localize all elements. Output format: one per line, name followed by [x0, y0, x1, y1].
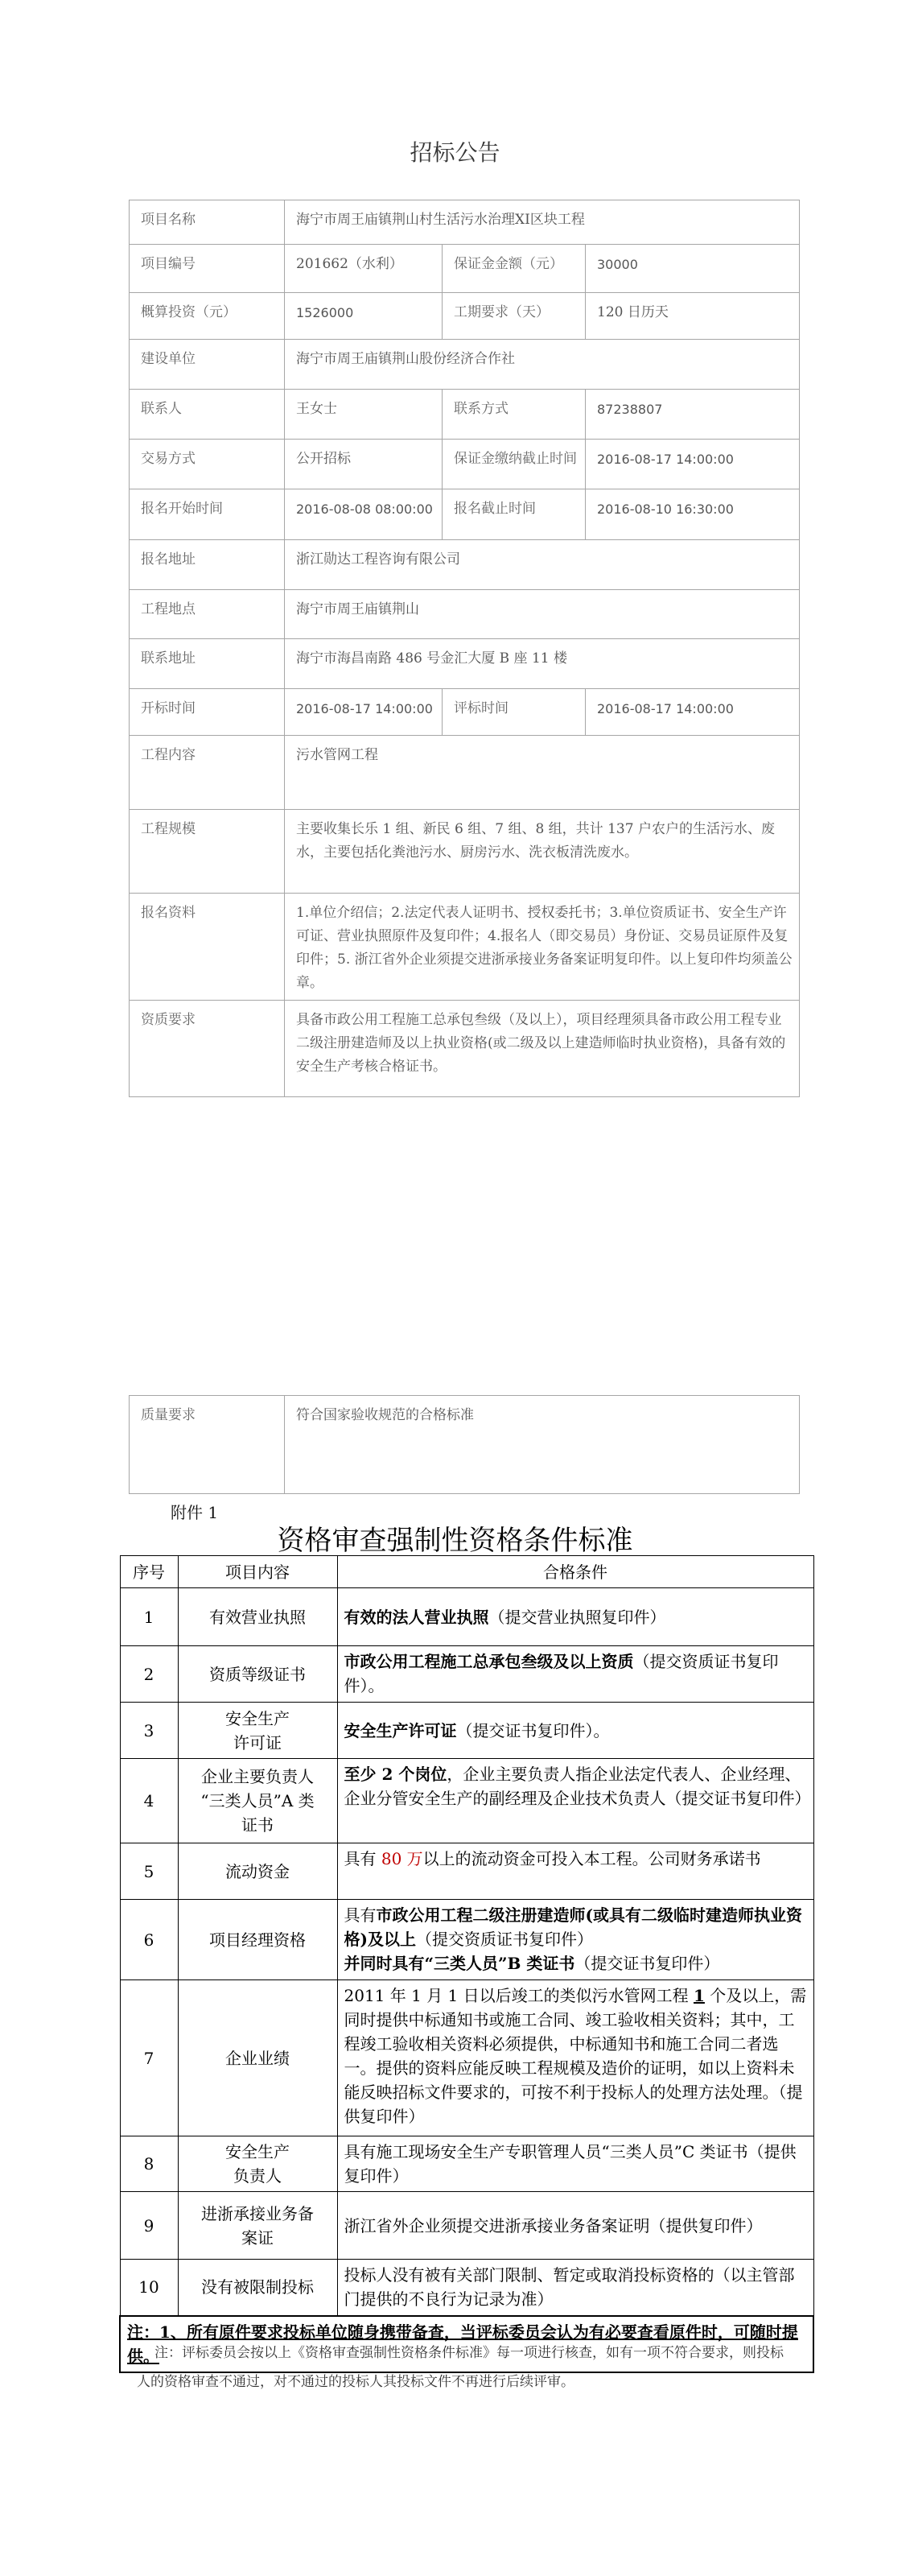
period-label: 工期要求（天） [443, 293, 586, 340]
table-row [120, 1980, 813, 2136]
row-item-line: 进浙承接业务备 [201, 2203, 314, 2223]
row-condition [337, 1646, 813, 1703]
row-item: 项目经理资格 [178, 1900, 337, 1980]
fund-amount: 80 万 [381, 1849, 423, 1868]
condition-text: 具有 [344, 1905, 377, 1925]
condition-text: （提交证书复印件）。 [456, 1720, 610, 1740]
row-condition [337, 1980, 813, 2136]
row-item-line: 许可证 [233, 1732, 282, 1752]
table-note: 注：1、所有原件要求投标单位随身携带备查，当评标委员会认为有必要查看原件时，可随时提供。 [120, 2316, 813, 2372]
condition-text: ，企业主要负责人指企业法定代表人、企业经理、企业分管安全生产的副经理及企业技术负责人（提交证书复印件） [344, 1765, 811, 1808]
row-item-line: 安全生产 [225, 2142, 290, 2161]
row-number: 4 [120, 1759, 178, 1843]
row-item: 企业业绩 [178, 1980, 337, 2136]
condition-text: 具有 [344, 1849, 381, 1868]
condition-text: 个及以上，需同时提供中标通知书或施工合同、竣工验收相关资料；其中，工程竣工验收相关资料必须提供，中标通知书和施工合同二者选一。提供的资料应能反映工程规模及造价的证明，如以上资料未能反映招标文件要求的，可按不利于投标人的处理方法处理。（提供复印件） [344, 1986, 807, 2126]
trade-value: 公开招标 [285, 440, 443, 489]
owner-label: 建设单位 [130, 340, 285, 390]
row-item: 资质等级证书 [178, 1646, 337, 1703]
project-name-label: 项目名称 [130, 200, 285, 245]
qual-label: 资质要求 [130, 1001, 285, 1097]
budget-label: 概算投资（元） [130, 293, 285, 340]
row-number: 1 [120, 1588, 178, 1646]
row-item-line: 负责人 [233, 2166, 282, 2186]
content-value: 污水管网工程 [285, 736, 800, 810]
qualification-title: 资格审查强制性资格条件标准 [277, 1525, 633, 1557]
row-item-line: 案证 [241, 2227, 274, 2248]
table-row [120, 2192, 813, 2260]
row-item-line: “三类人员”A 类 [200, 1791, 315, 1810]
site-value: 海宁市周王庙镇荆山 [285, 590, 800, 639]
tender-info-table [129, 200, 800, 1097]
table-row [120, 2136, 813, 2192]
row-item-line: 证书 [241, 1815, 274, 1835]
reg-addr-label: 报名地址 [130, 540, 285, 590]
qualification-table [119, 1555, 814, 2373]
row-number: 9 [120, 2192, 178, 2260]
open-time-label: 开标时间 [130, 689, 285, 736]
row-item [178, 1703, 337, 1759]
header-condition: 合格条件 [337, 1556, 813, 1588]
row-item [178, 2192, 337, 2260]
project-no-label: 项目编号 [130, 245, 285, 293]
row-number: 7 [120, 1980, 178, 2136]
project-count: 1 [694, 1986, 705, 2005]
quality-label: 质量要求 [130, 1396, 285, 1494]
row-number: 6 [120, 1900, 178, 1980]
docs-label: 报名资料 [130, 894, 285, 1001]
condition-text: （提交证书复印件） [574, 1954, 720, 1973]
contact-label: 联系人 [130, 390, 285, 440]
table-row [120, 1759, 813, 1843]
row-condition [337, 1843, 813, 1900]
row-condition: 浙江省外企业须提交进浙承接业务备案证明（提供复印件） [337, 2192, 813, 2260]
table-row [120, 1646, 813, 1703]
condition-text: （提交资质证书复印件）。 [344, 1652, 779, 1695]
condition-bold: 并同时具有“三类人员”B 类证书 [344, 1954, 575, 1973]
row-condition [337, 1703, 813, 1759]
quality-table [129, 1395, 800, 1494]
row-number: 5 [120, 1843, 178, 1900]
reg-addr-value: 浙江勋达工程咨询有限公司 [285, 540, 800, 590]
row-item [178, 1759, 337, 1843]
budget-amount: 1526000 [285, 293, 443, 340]
condition-bold: 安全生产许可证 [344, 1720, 457, 1740]
deposit-deadline-label: 保证金缴纳截止时间 [443, 440, 586, 489]
project-name: 海宁市周王庙镇荆山村生活污水治理XI区块工程 [285, 200, 800, 245]
row-condition [337, 1900, 813, 1980]
phone-label: 联系方式 [443, 390, 586, 440]
docs-value: 1.单位介绍信；2.法定代表人证明书、授权委托书；3.单位资质证书、安全生产许可证、营业执照原件及复印件；4.报名人（即交易员）身份证、交易员证原件及复印件；5. 浙江省外企业须提交进浙承接业务备案证明复印件。以上复印件均须盖公章。 [285, 894, 800, 1001]
table-row [120, 2260, 813, 2316]
period-value: 120 日历天 [586, 293, 800, 340]
condition-bold: 市政公用工程施工总承包叁级及以上资质 [344, 1652, 634, 1671]
site-label: 工程地点 [130, 590, 285, 639]
row-item-line: 企业主要负责人 [201, 1767, 314, 1786]
content-label: 工程内容 [130, 736, 285, 810]
deposit-label: 保证金金额（元） [443, 245, 586, 293]
contact-value: 王女士 [285, 390, 443, 440]
row-number: 10 [120, 2260, 178, 2316]
row-item-line: 安全生产 [225, 1708, 290, 1728]
scale-label: 工程规模 [130, 810, 285, 894]
open-time-value: 2016-08-17 14:00:00 [285, 689, 443, 736]
reg-end-label: 报名截止时间 [443, 489, 586, 540]
row-number: 2 [120, 1646, 178, 1703]
row-item: 有效营业执照 [178, 1588, 337, 1646]
row-item: 没有被限制投标 [178, 2260, 337, 2316]
condition-text: （提交营业执照复印件） [488, 1607, 666, 1627]
header-no: 序号 [120, 1556, 178, 1588]
reg-start-label: 报名开始时间 [130, 489, 285, 540]
reg-end-value: 2016-08-10 16:30:00 [586, 489, 800, 540]
reg-start-value: 2016-08-08 08:00:00 [285, 489, 443, 540]
row-item [178, 2136, 337, 2192]
trade-label: 交易方式 [130, 440, 285, 489]
deposit-amount: 30000 [586, 245, 800, 293]
row-condition: 投标人没有被有关部门限制、暂定或取消投标资格的（以主管部门提供的不良行为记录为准） [337, 2260, 813, 2316]
deposit-deadline-value: 2016-08-17 14:00:00 [586, 440, 800, 489]
eval-time-value: 2016-08-17 14:00:00 [586, 689, 800, 736]
owner-value: 海宁市周王庙镇荆山股份经济合作社 [285, 340, 800, 390]
footnote: 注：评标委员会按以上《资格审查强制性资格条件标准》每一项进行核查，如有一项不符合要求，则投标人的资格审查不通过，对不通过的投标人其投标文件不再进行后续评审。 [137, 2345, 784, 2390]
header-item: 项目内容 [178, 1556, 337, 1588]
table-row [120, 1588, 813, 1646]
row-condition [337, 1588, 813, 1646]
condition-bold: 至少 2 个岗位 [344, 1765, 447, 1784]
document-title: 招标公告 [410, 139, 500, 166]
condition-bold: 市政公用工程二级注册建造师(或具有二级临时建造师执业资格)及以上 [344, 1905, 802, 1949]
row-number: 8 [120, 2136, 178, 2192]
attachment-label: 附件 1 [171, 1503, 219, 1522]
row-number: 3 [120, 1703, 178, 1759]
phone-value: 87238807 [586, 390, 800, 440]
quality-value: 符合国家验收规范的合格标准 [285, 1396, 800, 1494]
condition-bold: 有效的法人营业执照 [344, 1607, 489, 1627]
contact-addr-value: 海宁市海昌南路 486 号金汇大厦 B 座 11 楼 [285, 639, 800, 689]
qual-value: 具备市政公用工程施工总承包叁级（及以上），项目经理须具备市政公用工程专业二级注册建造师及以上执业资格(或二级及以上建造师临时执业资格)，具备有效的安全生产考核合格证书。 [285, 1001, 800, 1097]
table-row [120, 1900, 813, 1980]
row-condition [337, 1759, 813, 1843]
scale-value: 主要收集长乐 1 组、新民 6 组、7 组、8 组，共计 137 户农户的生活污水、废水，主要包括化粪池污水、厨房污水、洗衣板清洗废水。 [285, 810, 800, 894]
condition-text: （提交资质证书复印件） [415, 1930, 593, 1949]
condition-text: 以上的流动资金可投入本工程。公司财务承诺书 [422, 1849, 761, 1868]
table-row [120, 1843, 813, 1900]
project-no: 201662（水利） [285, 245, 443, 293]
row-condition: 具有施工现场安全生产专职管理人员“三类人员”C 类证书（提供复印件） [337, 2136, 813, 2192]
condition-text: 2011 年 1 月 1 日以后竣工的类似污水管网工程 [344, 1986, 694, 2005]
eval-time-label: 评标时间 [443, 689, 586, 736]
table-row [120, 1703, 813, 1759]
row-item: 流动资金 [178, 1843, 337, 1900]
contact-addr-label: 联系地址 [130, 639, 285, 689]
